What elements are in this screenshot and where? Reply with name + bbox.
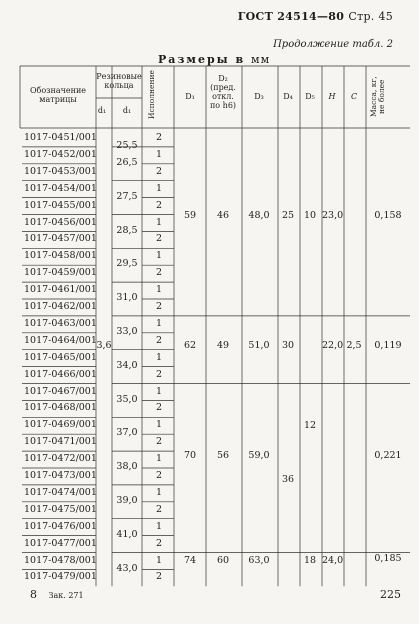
table-row-designation: 1017-0465/001	[24, 351, 97, 363]
page-label: Стр. 45	[348, 10, 393, 23]
table-cell-d5: 12	[303, 420, 317, 431]
table-cell-execution: 2	[155, 402, 163, 414]
table-cell-execution: 2	[155, 537, 163, 549]
table-row-designation: 1017-0469/001	[24, 419, 97, 431]
table-row-designation: 1017-0455/001	[24, 199, 97, 211]
dimensions-unit: мм	[251, 53, 271, 66]
table-cell-h: 24,0	[322, 555, 344, 566]
table-row-designation: 1017-0474/001	[24, 486, 97, 498]
table-cell-execution: 1	[155, 216, 163, 228]
table-cell-d4: 25	[281, 210, 295, 221]
table-cell-d: 62	[183, 340, 197, 351]
table-row-designation: 1017-0457/001	[24, 233, 97, 245]
table-cell-execution: 1	[155, 554, 163, 566]
table-cell-execution: 1	[155, 148, 163, 160]
table-row-designation: 1017-0452/001	[24, 148, 97, 160]
table-cell-d2: 60	[216, 555, 230, 566]
table-row-designation: 1017-0476/001	[24, 520, 97, 532]
table-cell-execution: 2	[155, 267, 163, 279]
col-D1: D₁	[185, 92, 195, 101]
table-cell-execution: 1	[155, 453, 163, 465]
table-cell-execution: 1	[155, 250, 163, 262]
table-row-designation: 1017-0479/001	[24, 571, 97, 583]
col-rubber-ring: Резиновые кольца	[96, 72, 142, 90]
table-cell-execution: 1	[155, 419, 163, 431]
table-cell-d3: 59,0	[248, 450, 270, 461]
table-row-designation: 1017-0464/001	[24, 334, 97, 346]
col-D3: D₃	[254, 92, 264, 101]
table-cell-d2: 56	[216, 450, 230, 461]
table-row-designation: 1017-0451/001	[24, 132, 97, 143]
table-cell-d2: 38,0	[116, 461, 138, 473]
table-cell-d2: 31,0	[116, 292, 138, 304]
table-cell-execution: 2	[155, 199, 163, 211]
col-d2: d₁	[122, 106, 132, 115]
col-designation: Обозначение матрицы	[29, 86, 87, 104]
table-cell-d2: 46	[216, 210, 230, 221]
footer-order: Зак. 271	[48, 591, 84, 600]
table-cell-execution: 2	[155, 571, 163, 583]
table-cell-h: 22,0	[322, 340, 344, 351]
col-D5: D₅	[305, 92, 315, 101]
table-row-designation: 1017-0462/001	[24, 301, 97, 312]
table-cell-execution: 1	[155, 520, 163, 532]
table-cell-d2: 37,0	[116, 427, 138, 439]
table-cell-d: 74	[183, 555, 197, 566]
table-cell-d3: 63,0	[248, 555, 270, 566]
col-C: C	[350, 92, 358, 101]
table-cell-h: 23,0	[322, 210, 344, 221]
table-cell-execution: 1	[155, 486, 163, 498]
table-cell-mass: 0,158	[374, 210, 402, 221]
table-cell-d: 70	[183, 450, 197, 461]
table-cell-d4: 36	[281, 474, 295, 485]
table-row-designation: 1017-0463/001	[24, 317, 97, 329]
table-cell-d: 59	[183, 210, 197, 221]
table-cell-execution: 2	[155, 233, 163, 245]
table-row-designation: 1017-0456/001	[24, 216, 97, 228]
table-cell-d2: 27,5	[116, 190, 138, 202]
table-cell-d2: 29,5	[116, 258, 138, 270]
table-row-designation: 1017-0478/001	[24, 554, 97, 566]
table-row-designation: 1017-0459/001	[24, 267, 97, 279]
table-cell-execution: 2	[155, 368, 163, 380]
col-H: H	[328, 92, 336, 101]
table-cell-execution: 1	[155, 284, 163, 296]
table-cell-d2: 25,5	[116, 140, 138, 151]
table-row-designation: 1017-0453/001	[24, 165, 97, 177]
table-cell-execution: 1	[155, 182, 163, 194]
standard-code: ГОСТ 24514—80	[237, 10, 345, 23]
table-cell-d5: 10	[303, 210, 317, 221]
table-cell-execution: 1	[155, 351, 163, 363]
col-d1: d₁	[97, 106, 107, 115]
table-cell-c: 2,5	[346, 340, 362, 351]
table-cell-execution: 1	[155, 317, 163, 329]
table-cell-d2: 43,0	[116, 562, 138, 574]
table-cell-mass: 0,221	[374, 450, 402, 461]
table-row-designation: 1017-0458/001	[24, 250, 97, 262]
table-cell-d3: 48,0	[248, 210, 270, 221]
table-cell-mass: 0,185	[374, 553, 402, 564]
table-row-designation: 1017-0473/001	[24, 470, 97, 481]
table-cell-d2: 34,0	[116, 359, 138, 371]
table-cell-execution: 2	[155, 132, 163, 143]
table-row-designation: 1017-0472/001	[24, 453, 97, 465]
page-number: 225	[380, 588, 401, 601]
col-D4: D₄	[283, 92, 293, 101]
table-row-designation: 1017-0475/001	[24, 503, 97, 515]
table-row-designation: 1017-0467/001	[24, 385, 97, 397]
table-cell-execution: 2	[155, 334, 163, 346]
table-row-designation: 1017-0466/001	[24, 368, 97, 380]
table-cell-d2: 28,5	[116, 224, 138, 236]
table-row-designation: 1017-0468/001	[24, 402, 97, 414]
table-cell-execution: 2	[155, 301, 163, 312]
table-row-designation: 1017-0461/001	[24, 284, 97, 296]
table-cell-d2: 26,5	[116, 156, 138, 168]
col-mass: Масса, кг, не более	[369, 76, 386, 118]
table-row-designation: 1017-0471/001	[24, 436, 97, 448]
table-row-designation: 1017-0477/001	[24, 537, 97, 549]
table-cell-d2: 33,0	[116, 325, 138, 337]
table-cell-mass: 0,119	[374, 340, 402, 351]
table-cell-execution: 2	[155, 165, 163, 177]
table-cell-execution: 2	[155, 436, 163, 448]
table-cell-d2: 41,0	[116, 528, 138, 540]
table-cell-d4: 30	[281, 340, 295, 351]
dimensions-title-text: Размеры в	[158, 53, 246, 66]
table-cell-d3: 51,0	[248, 340, 270, 351]
col-D2: D₂ (пред. откл. по h6)	[209, 74, 237, 110]
table-cell-d1-common: 3,6	[96, 340, 112, 351]
table-cell-execution: 2	[155, 503, 163, 515]
table-cell-d2: 39,0	[116, 494, 138, 506]
table-row-designation: 1017-0454/001	[24, 182, 97, 194]
continuation-note: Продолжение табл. 2	[273, 39, 393, 50]
table-cell-d2: 49	[216, 340, 230, 351]
table-cell-execution: 2	[155, 470, 163, 481]
footer-signature-number: 8	[30, 588, 37, 601]
table-cell-d5: 18	[303, 555, 317, 566]
col-execution: Исполнение	[147, 70, 156, 120]
table-cell-d2: 35,0	[116, 393, 138, 405]
footer-left	[30, 588, 84, 601]
table-cell-execution: 1	[155, 385, 163, 397]
